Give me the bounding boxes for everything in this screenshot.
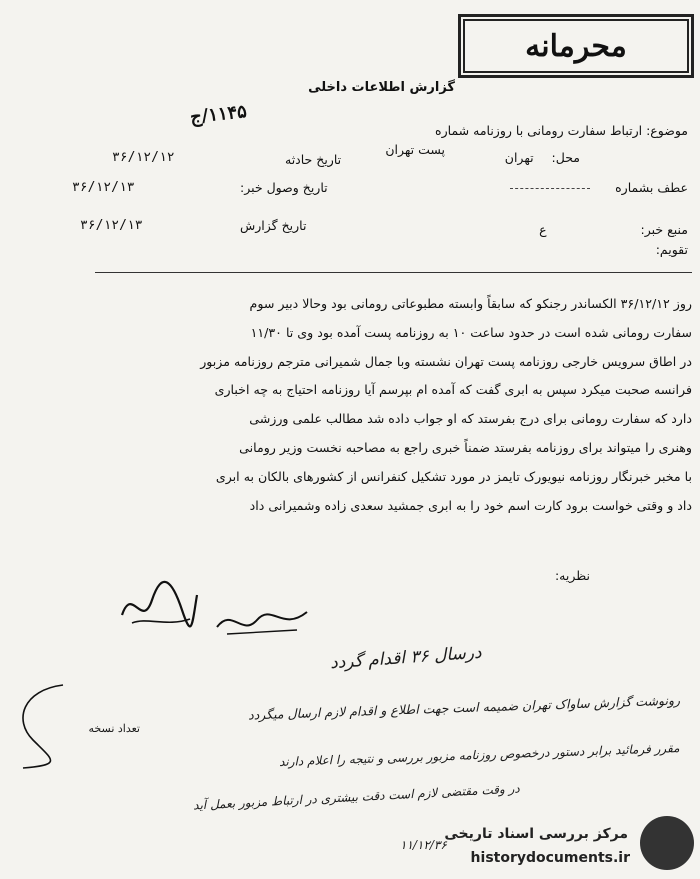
margin-bracket — [3, 680, 73, 770]
handwritten-date: ۱۱/۱۲/۳۶ — [400, 838, 447, 852]
body-line: داد و وقتی خواست برود کارت اسم خود را به ابری جمشید سعدی زاده وشمیرانی داد — [249, 497, 692, 513]
place-note: پست تهران — [385, 142, 445, 157]
place-label: محل: — [551, 150, 580, 165]
ref-label: عطف بشماره — [615, 180, 688, 195]
subject-row — [435, 123, 688, 138]
evaluation-label: تقویم: — [655, 242, 688, 257]
watermark-url: historydocuments.ir — [470, 850, 630, 866]
ref-dash-line — [510, 188, 590, 189]
report-date-value: ۳۶/۱۲/۱۳ — [80, 218, 143, 233]
body-line: وهنری را میتواند برای روزنامه بفرستد ضمناً خبری راجع به مصاحبه نخست وزیر رومانی — [239, 439, 692, 455]
event-date-value: ۳۶/۱۲/۱۲ — [112, 150, 175, 165]
place-value: تهران — [504, 150, 534, 165]
report-title: گزارش اطلاعات داخلی — [308, 80, 455, 95]
body-line: فرانسه صحبت میکرد سپس به ابری گفت که آمده ام بپرسم آیا روزنامه احتیاج به چه اخباری — [214, 382, 692, 398]
handwritten-note-4: در وقت مقتضی لازم است دقت بیشتری در ارتباط مزبور بعمل آید — [193, 781, 521, 813]
watermark-logo — [444, 808, 700, 876]
report-date-label: تاریخ گزارش — [240, 218, 307, 233]
header-divider — [95, 272, 692, 273]
received-date-label: تاریخ وصول خبر: — [240, 180, 328, 195]
subject-value: ارتباط سفارت رومانی با روزنامه شماره — [435, 123, 643, 138]
confidential-stamp: محرمانه — [458, 14, 694, 78]
copies-label: تعداد نسخه — [88, 722, 140, 735]
comment-label: نظریه: — [554, 568, 590, 583]
handwritten-note-2: رونوشت گزارش ساواک تهران ضمیمه است جهت اطلاع و اقدام لازم ارسال میگردد — [247, 692, 681, 723]
received-date-value: ۳۶/۱۲/۱۳ — [72, 180, 135, 195]
report-body — [12, 290, 692, 520]
body-line: دارد که سفارت رومانی برای درج بفرستد که او جواب داده شد مطالب علمی ورزشی — [249, 411, 692, 427]
signature-2 — [212, 602, 312, 647]
source-row — [539, 222, 688, 237]
serial-number-handwritten: ۱۱۴۵/ج — [189, 101, 248, 128]
handwritten-note-3: مقرر فرمائید برابر دستور درخصوص روزنامه مزبور بررسی و نتیجه را اعلام دارند — [279, 741, 681, 769]
subject-label: موضوع: — [646, 123, 688, 138]
handwritten-note-1: درسال ۳۶ اقدام گردد — [329, 642, 483, 674]
signature-1 — [112, 575, 202, 635]
body-line: روز ۳۶/۱۲/۱۲ الکساندر رجنکو که سابقاً وابسته مطبوعاتی رومانی بود وحالا دبیر سوم — [249, 296, 692, 311]
place-row — [505, 150, 580, 165]
body-line: سفارت رومانی شده است در حدود ساعت ۱۰ به روزنامه پست آمده بود وی تا ۱۱/۳۰ — [250, 324, 692, 340]
event-date-label: تاریخ حادثه — [285, 152, 342, 167]
body-line: با مخبر خبرنگار روزنامه نیویورک تایمز در مورد تشکیل کنفرانس از کشورهای بالکان به ابری — [215, 468, 692, 484]
logo-icon — [640, 816, 694, 870]
source-value: ع — [539, 222, 547, 237]
watermark-text-persian: مرکز بررسی اسناد تاریخی — [444, 826, 628, 842]
source-label: منبع خبر: — [640, 222, 688, 237]
body-line: در اطاق سرویس خارجی روزنامه پست تهران نشسته وبا جمال شمیرانی مترجم روزنامه مزبور — [200, 353, 692, 369]
